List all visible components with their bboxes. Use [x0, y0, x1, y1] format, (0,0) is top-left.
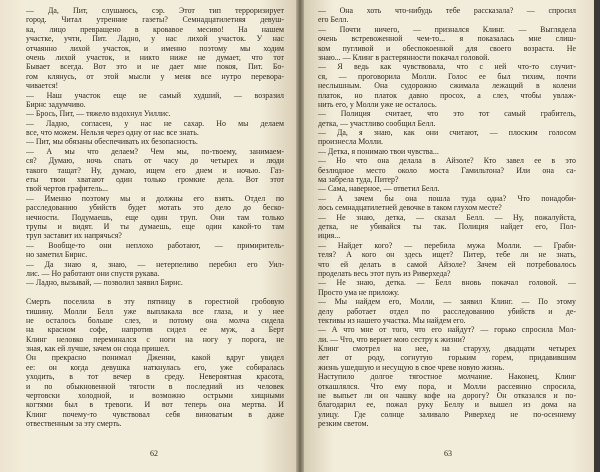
text-line: резким светом.: [318, 419, 369, 429]
text-line: — Детка, я понимаю твои чувства...: [318, 146, 439, 156]
text-line: — Наш участок еще не самый худший, — возразил: [26, 90, 284, 100]
text-line: ка, лицо превращено в кровавое месиво! На нашем: [26, 24, 284, 34]
right-page: [304, 0, 594, 472]
text-line: ли. — Что, что вернет мою сестру к жизни?: [318, 334, 466, 344]
text-line: неслышным. Она судорожно сжимала лежащий в колени: [318, 81, 576, 91]
text-line: отвественным за эту смерть.: [26, 419, 122, 429]
text-line: ся? Думаю, ночь спать от часу до четырех и люди: [26, 156, 284, 166]
text-line: — Вообще-то они неплохо работают, — примиритель-: [26, 240, 284, 250]
text-line: — Полиция считает, что это тот самый грабитель,: [318, 109, 576, 119]
right-page-text: [318, 6, 576, 429]
text-line: ее: он когда девушка наткнулась его, уже собиралась: [26, 362, 284, 372]
text-line: тективы из нашего участка. Мы найдем его.: [318, 315, 466, 325]
text-line: — Сама, наверное, — ответил Белл.: [318, 184, 440, 194]
text-line: — Ладно, согласен, у нас не сахар. Но мы делаем: [26, 118, 284, 128]
text-line: — Найдет кого? — перебила мужа Молли. — Граби-: [318, 240, 576, 250]
text-line: Смерть поселила в эту пятницу в горестной гробовую: [26, 297, 284, 307]
text-line: детка, не убивайся ты так. Полиция найдет его, Пол-: [318, 221, 576, 231]
text-line: его Белл.: [318, 15, 349, 25]
text-line: трупы и видят. И ты думаешь, еще один какой-то там: [26, 221, 284, 231]
book-gutter: [296, 0, 304, 472]
text-line: гом клянусь, от этой мысли у меня все нутро перевора-: [26, 71, 284, 81]
left-page-number: 62: [150, 448, 158, 458]
paragraph-gap: [26, 288, 284, 297]
text-line: — Да, я знаю, как они считают, — плоским голосом: [318, 128, 576, 138]
text-line: — Именно поэтому мы и должны его взять. Отдел по: [26, 193, 284, 203]
text-line: Просто ума не приложу.: [318, 287, 400, 297]
text-line: такого тащат? Ну, думаю, ищем его днем и ночью. Газ-: [26, 165, 284, 175]
text-line: знаю... — Клинг в растерянности покачал головой.: [318, 52, 490, 62]
background-edge: [594, 0, 600, 472]
left-page-text: [26, 6, 284, 429]
text-line: произнесла Молли.: [318, 137, 384, 147]
text-line: и по обыкновенной тягости в последний из человек: [26, 381, 284, 391]
text-line: расследованию убийств будет мотать это дело до беско-: [26, 203, 284, 213]
text-line: зная, как ей лучше, зачем он сюда пришел.: [26, 344, 170, 354]
text-line: чивается!: [26, 81, 59, 91]
text-line: — А что мне от того, что его найдут? — горько спросила Мол-: [318, 325, 576, 335]
text-line: лис. — Но работают они спустя рукава.: [26, 268, 160, 278]
text-line: — Мы найдем его, Молли, — заявил Клинг. — По этому: [318, 297, 576, 307]
text-line: — Она хоть что-нибудь тебе рассказала? — спросил: [318, 6, 576, 15]
text-line: иция...: [318, 231, 341, 241]
text-line: лось семнадцатилетней девочке в таком глухом месте?: [318, 203, 502, 213]
text-line: безлюдное место около моста Гамильтона? Или она са-: [318, 165, 576, 175]
text-line: — А зачем бы она пошла туда одна? Что понадоби-: [318, 193, 576, 203]
text-line: когтями был в тревоги. И вот теперь она мертва. И: [26, 400, 284, 410]
text-line: Клинг почему-то чувствовал себя виноватым в даже: [26, 409, 284, 419]
right-page-number: 63: [444, 448, 452, 458]
text-line: на красном софе, напротив сидел ее муж, а Берт: [26, 325, 284, 335]
text-line: — Пит, мы обязаны обеспечивать их безопасность.: [26, 137, 198, 147]
text-line: Клинг неловко переминался с ноги на ногу у порога, не: [26, 334, 284, 344]
text-line: нечности. Подумаешь, еще один труп. Они там только: [26, 212, 284, 222]
text-line: — Да, Пит, слушаюсь, сэр. Этот тип терроризирует: [26, 6, 284, 15]
text-line: проделать весь этот путь из Риверхеда?: [318, 268, 451, 278]
text-line: улицу. Где солнце заливало Риверхед не по-осеннему: [318, 409, 576, 419]
text-line: платок, но платок давно просох, а слез, чтобы увлаж-: [318, 90, 576, 100]
text-line: — А мы что делаем? Чем мы, по-твоему, занимаем-: [26, 146, 284, 156]
text-line: детка, — участливо сообщил Белл.: [318, 118, 436, 128]
text-line: жизнь ушедшую и несущую в свое чреве новую жизнь.: [318, 362, 505, 372]
text-line: ком пугливой и обеспокоенной для своего возраста. Не: [318, 43, 576, 53]
text-line: не осталось больше слез, и потому она молча сидела: [26, 315, 284, 325]
text-line: Бывает всегда. Вот это и не дает мне покоя, Пит. Бо-: [26, 62, 284, 72]
text-line: очень лихой участок, и никто ниже не думает, что тот: [26, 52, 284, 62]
text-line: нить его, у Молли уже не осталось.: [318, 99, 437, 109]
text-line: — Не знаю, детка. — Белл вновь покачал головой. —: [318, 278, 576, 288]
text-line: — Не знаю, детка, — сказал Белл. — Ну, пожалуйста,: [318, 212, 576, 222]
text-line: отчаянно лихой участок, и именно поэтому мы ходим: [26, 43, 284, 53]
text-line: благодарил ее, пожал руку Беллу и вышел из дома на: [318, 400, 576, 410]
text-line: откашлялся. Что ему пора, и Молли рассеянно спросила,: [318, 381, 576, 391]
text-line: ма забрела туда, Питер?: [318, 175, 399, 185]
text-line: — Я ведь как чувствовала, что с ней что-то случит-: [318, 62, 576, 72]
text-line: — Да знаю я, знаю, — нетерпеливо перебил его Уил-: [26, 259, 284, 269]
text-line: — Ладно, вызывай, — позволил заявил Бирнс.: [26, 278, 183, 288]
text-line: но заметил Бирнс.: [26, 250, 88, 260]
text-line: что ей делать в самой Айзоле? Зачем ей потребовалось: [318, 259, 576, 269]
text-line: ся, — проговорила Молли. Голос ее был тихим, почти: [318, 71, 576, 81]
text-line: тишину. Молли Белл уже выплакала все глаза, и у нее: [26, 306, 284, 316]
text-line: все, что можем. Нельзя через одну от нас все знать.: [26, 128, 199, 138]
text-line: еты твои хватают один только громкие дела. Вот этот: [26, 175, 284, 185]
left-page: [0, 0, 296, 472]
text-line: Наступило долгое тягостное молчание. Наконец, Клинг: [318, 372, 576, 382]
text-line: участке, учти, Пит. Ладно, у нас лихой участок. У нас: [26, 34, 284, 44]
text-line: лет от роду, согнутую горьким горем, придавившим: [318, 353, 576, 363]
text-line: — Но что она делала в Айзоле? Кто завел ее в это: [318, 156, 576, 166]
text-line: Клинг смотрел на нее, на старуху, двадцати четырех: [318, 344, 576, 354]
text-line: Он прекрасно понимал Дженни, какой вдруг увидел: [26, 353, 284, 363]
text-line: чертовски холодной, и возможно острыми хищными: [26, 391, 284, 401]
text-line: — Брось, Пит, — тяжело вздохнул Уиллис.: [26, 109, 171, 119]
text-line: твой чертов графитель...: [26, 184, 108, 194]
text-line: Бирнс задумчиво.: [26, 99, 86, 109]
text-line: уходить, в тот вечер в среду. Невероятная красота,: [26, 372, 284, 382]
text-line: делу работает отдел по расследованию убийств и де-: [318, 306, 576, 316]
text-line: — Почти ничего, — признался Клинг. — Выглядела: [318, 24, 576, 34]
text-line: очень встревоженной чем-то... я показалась мне слиш-: [318, 34, 576, 44]
text-line: не выпьет ли он чашку кофе на дорогу? Он отказался и по-: [318, 391, 576, 401]
text-line: теля? А кого он здесь ищет? Питер, тебе ли не знать,: [318, 250, 576, 260]
text-line: труп заставит их напрячься?: [26, 231, 122, 241]
text-line: город. Читал утренние газеты? Семнадцатилетняя девуш-: [26, 15, 284, 25]
